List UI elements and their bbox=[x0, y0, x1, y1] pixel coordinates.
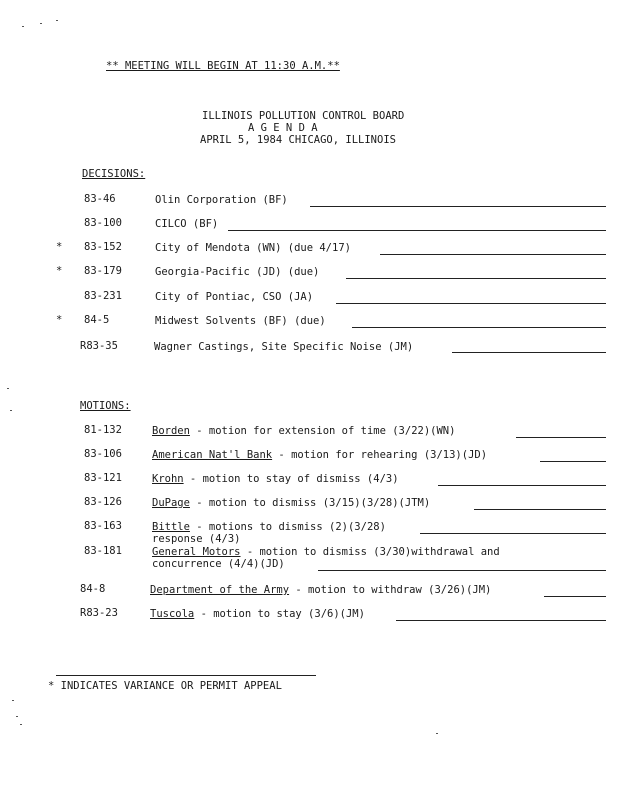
party-name: DuPage bbox=[152, 497, 190, 509]
party-name: Borden bbox=[152, 425, 190, 437]
motions-heading: MOTIONS: bbox=[80, 400, 131, 412]
footnote: * INDICATES VARIANCE OR PERMIT APPEAL bbox=[48, 680, 282, 692]
underline-rule bbox=[228, 230, 606, 231]
decisions-heading: DECISIONS: bbox=[82, 168, 146, 180]
docket-number: 83-181 bbox=[84, 545, 122, 557]
docket-number: 83-152 bbox=[84, 241, 122, 253]
underline-rule bbox=[336, 303, 606, 304]
motion-description: - motion to stay of dismiss (4/3) bbox=[183, 473, 399, 485]
underline-rule bbox=[318, 570, 606, 571]
docket-number: 83-179 bbox=[84, 265, 122, 277]
decision-text: Georgia-Pacific (JD) (due) bbox=[155, 266, 320, 278]
scan-speck bbox=[436, 733, 438, 734]
underline-rule bbox=[544, 596, 606, 597]
motion-description: - motion to dismiss (3/30)withdrawal and bbox=[240, 546, 500, 558]
variance-marker: * bbox=[56, 314, 63, 326]
party-name: General Motors bbox=[152, 546, 241, 558]
docket-number: R83-35 bbox=[80, 340, 118, 352]
decision-text: Olin Corporation (BF) bbox=[155, 194, 288, 206]
docket-number: 83-126 bbox=[84, 496, 122, 508]
variance-marker: * bbox=[56, 265, 63, 277]
scan-speck bbox=[22, 26, 24, 27]
motion-text bbox=[152, 497, 430, 509]
motion-continuation: response (4/3) bbox=[152, 533, 241, 545]
party-name: Department of the Army bbox=[150, 584, 290, 596]
scan-speck bbox=[12, 700, 14, 701]
docket-number: 83-121 bbox=[84, 472, 122, 484]
docket-number: 83-46 bbox=[84, 193, 116, 205]
party-name: American Nat'l Bank bbox=[152, 449, 273, 461]
underline-rule bbox=[420, 533, 606, 534]
scan-speck bbox=[56, 20, 58, 21]
party-name: Tuscola bbox=[150, 608, 195, 620]
motion-description: - motion for rehearing (3/13)(JD) bbox=[272, 449, 488, 461]
docket-number: 83-106 bbox=[84, 448, 122, 460]
underline-rule bbox=[396, 620, 606, 621]
decision-text: Midwest Solvents (BF) (due) bbox=[155, 315, 326, 327]
scan-speck bbox=[7, 388, 9, 389]
docket-number: 84-8 bbox=[80, 583, 106, 595]
agenda-title: A G E N D A bbox=[248, 122, 318, 134]
underline-rule bbox=[438, 485, 606, 486]
decision-text: Wagner Castings, Site Specific Noise (JM) bbox=[154, 341, 414, 353]
scan-speck bbox=[10, 410, 12, 411]
footnote-rule bbox=[56, 675, 316, 676]
motion-text bbox=[152, 425, 455, 437]
board-name: ILLINOIS POLLUTION CONTROL BOARD bbox=[202, 110, 405, 122]
docket-number: 83-100 bbox=[84, 217, 122, 229]
variance-marker: * bbox=[56, 241, 63, 253]
decision-text: City of Pontiac, CSO (JA) bbox=[155, 291, 314, 303]
meeting-date-location: APRIL 5, 1984 CHICAGO, ILLINOIS bbox=[200, 134, 396, 146]
motion-text bbox=[150, 584, 491, 596]
motion-continuation: concurrence (4/4)(JD) bbox=[152, 558, 285, 570]
meeting-notice: ** MEETING WILL BEGIN AT 11:30 A.M.** bbox=[106, 60, 340, 72]
motion-description: - motion to withdraw (3/26)(JM) bbox=[289, 584, 492, 596]
underline-rule bbox=[380, 254, 606, 255]
motion-text bbox=[152, 546, 500, 558]
decision-text: CILCO (BF) bbox=[155, 218, 219, 230]
motion-text bbox=[150, 608, 365, 620]
decision-text: City of Mendota (WN) (due 4/17) bbox=[155, 242, 351, 254]
motion-text bbox=[152, 449, 487, 461]
underline-rule bbox=[516, 437, 606, 438]
scan-speck bbox=[16, 716, 18, 717]
motion-text bbox=[152, 521, 386, 533]
underline-rule bbox=[346, 278, 606, 279]
underline-rule bbox=[474, 509, 606, 510]
scan-speck bbox=[20, 724, 22, 725]
docket-number: 81-132 bbox=[84, 424, 122, 436]
docket-number: R83-23 bbox=[80, 607, 118, 619]
underline-rule bbox=[310, 206, 606, 207]
scan-speck bbox=[40, 23, 42, 24]
underline-rule bbox=[540, 461, 606, 462]
motion-description: - motion to dismiss (3/15)(3/28)(JTM) bbox=[189, 497, 431, 509]
underline-rule bbox=[452, 352, 606, 353]
motion-description: - motions to dismiss (2)(3/28) bbox=[189, 521, 386, 533]
motion-description: - motion for extension of time (3/22)(WN) bbox=[189, 425, 456, 437]
party-name: Bittle bbox=[152, 521, 190, 533]
party-name: Krohn bbox=[152, 473, 184, 485]
docket-number: 83-163 bbox=[84, 520, 122, 532]
docket-number: 84-5 bbox=[84, 314, 110, 326]
docket-number: 83-231 bbox=[84, 290, 122, 302]
motion-text bbox=[152, 473, 399, 485]
underline-rule bbox=[352, 327, 606, 328]
motion-description: - motion to stay (3/6)(JM) bbox=[194, 608, 365, 620]
